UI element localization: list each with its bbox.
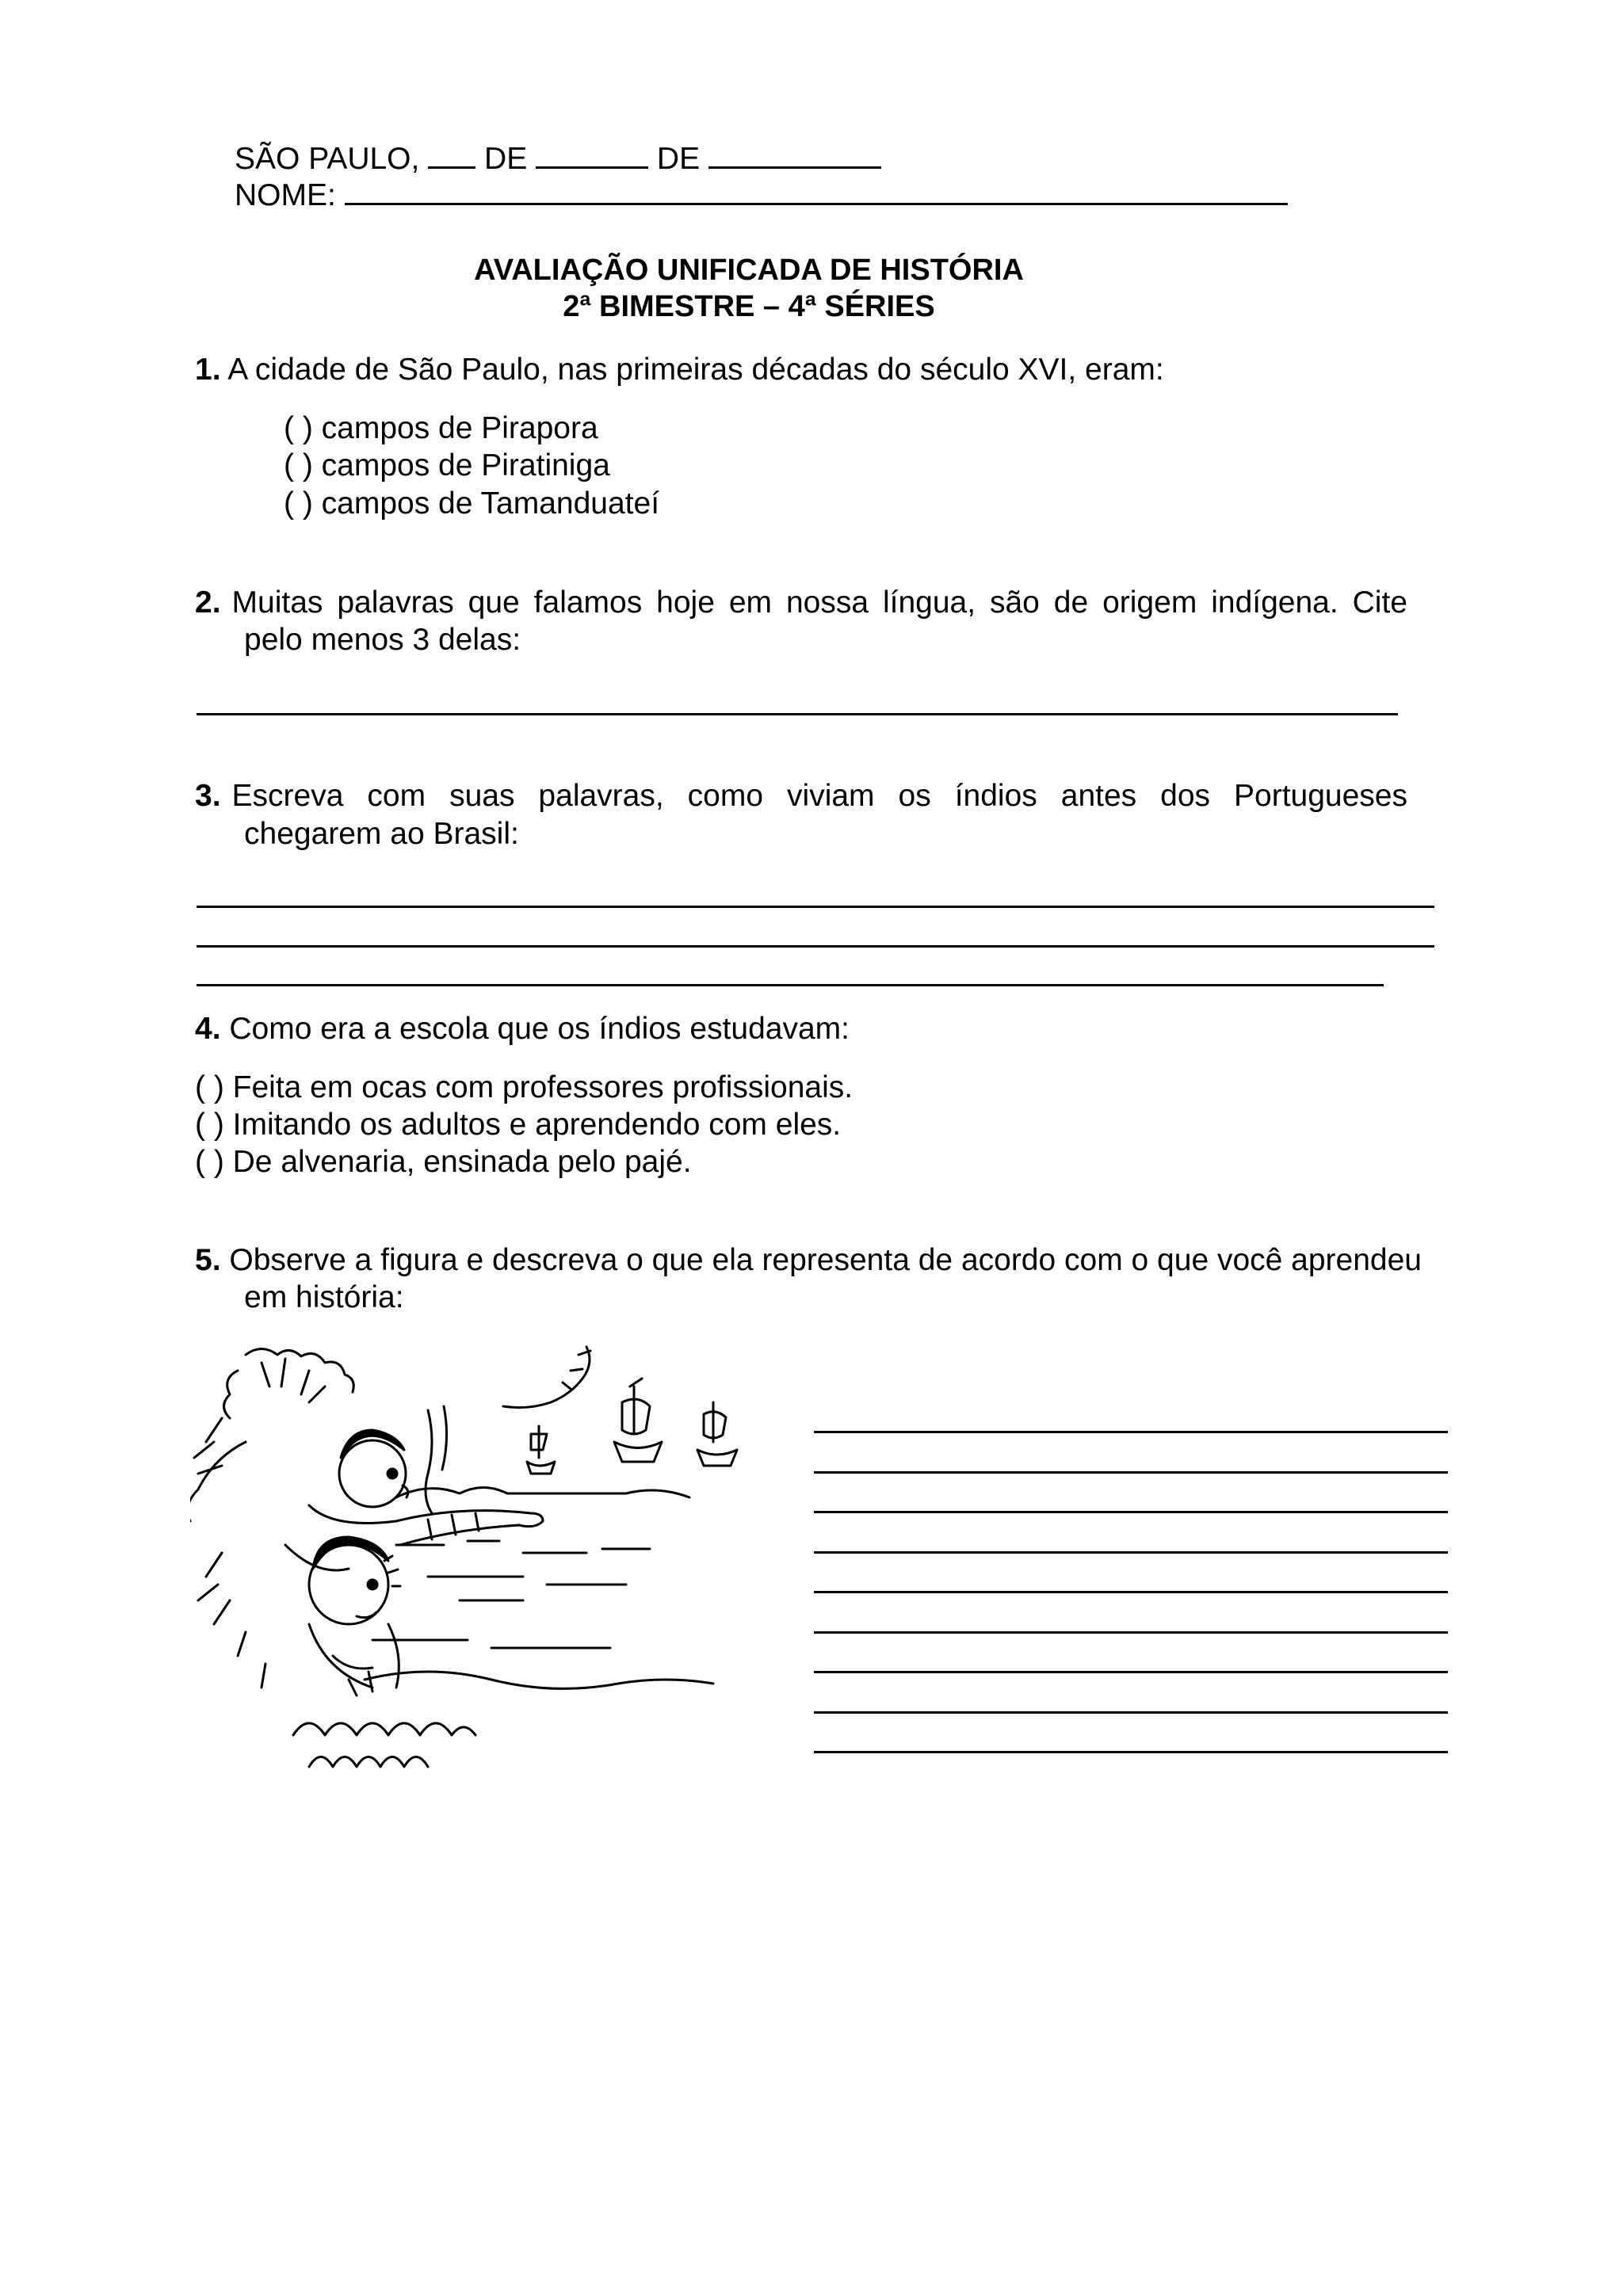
de-label-2: DE bbox=[656, 142, 701, 176]
city-label: SÃO PAULO, bbox=[235, 142, 420, 176]
question-5 bbox=[195, 1242, 1422, 1279]
question-text: A cidade de São Paulo, nas primeiras décadas do século XVI, eram: bbox=[227, 353, 1164, 387]
q4-option-2[interactable]: ( ) Imitando os adultos e aprendendo com eles. bbox=[195, 1108, 842, 1142]
question-number: 1. bbox=[195, 353, 221, 387]
name-blank[interactable] bbox=[345, 177, 1288, 205]
answer-line[interactable] bbox=[814, 1711, 1448, 1714]
q4-option-3[interactable]: ( ) De alvenaria, ensinada pelo pajé. bbox=[195, 1145, 692, 1179]
question-text-line-1: Muitas palavras que falamos hoje em nossa língua, são de origem indígena. Cite bbox=[231, 585, 1407, 620]
answer-line[interactable] bbox=[197, 713, 1398, 715]
q4-option-1[interactable]: ( ) Feita em ocas com professores profissionais. bbox=[195, 1070, 854, 1104]
day-blank[interactable] bbox=[428, 141, 475, 169]
question-text-line-2: em história: bbox=[244, 1280, 404, 1314]
answer-line[interactable] bbox=[814, 1751, 1448, 1753]
name-line bbox=[235, 177, 1288, 214]
page-subtitle: 2ª BIMESTRE – 4ª SÉRIES bbox=[563, 290, 935, 323]
date-line bbox=[235, 141, 881, 177]
answer-line[interactable] bbox=[197, 984, 1384, 986]
question-number: 5. bbox=[195, 1243, 221, 1277]
answer-line[interactable] bbox=[814, 1551, 1448, 1554]
q1-option-3[interactable]: ( ) campos de Tamanduateí bbox=[284, 486, 660, 521]
month-blank[interactable] bbox=[536, 141, 648, 169]
question-4 bbox=[195, 1011, 850, 1047]
answer-line[interactable] bbox=[197, 945, 1434, 948]
page-title: AVALIAÇÃO UNIFICADA DE HISTÓRIA bbox=[474, 254, 1024, 287]
answer-line[interactable] bbox=[814, 1471, 1448, 1474]
q1-option-1[interactable]: ( ) campos de Pirapora bbox=[284, 411, 598, 445]
question-3 bbox=[195, 778, 1407, 814]
answer-line[interactable] bbox=[814, 1591, 1448, 1593]
answer-line[interactable] bbox=[814, 1671, 1448, 1673]
question-text-line-1: Observe a figura e descreva o que ela representa de acordo com o que você aprendeu bbox=[229, 1243, 1422, 1277]
indigenous-men-watching-ships-icon bbox=[190, 1339, 777, 1791]
q1-option-2[interactable]: ( ) campos de Piratiniga bbox=[284, 448, 610, 482]
question-number: 2. bbox=[195, 585, 221, 620]
answer-line[interactable] bbox=[814, 1431, 1448, 1433]
question-1 bbox=[195, 352, 1164, 388]
question-text: Como era a escola que os índios estudavam: bbox=[229, 1012, 850, 1046]
question-text-line-2: chegarem ao Brasil: bbox=[244, 817, 519, 851]
question-text-line-1: Escreva com suas palavras, como viviam os índios antes dos Portugueses bbox=[231, 779, 1407, 813]
answer-line[interactable] bbox=[814, 1511, 1448, 1513]
question-number: 4. bbox=[195, 1012, 221, 1046]
question-number: 3. bbox=[195, 779, 221, 813]
de-label-1: DE bbox=[484, 142, 528, 176]
question-2 bbox=[195, 585, 1407, 621]
name-label: NOME: bbox=[235, 178, 336, 212]
answer-line[interactable] bbox=[814, 1631, 1448, 1634]
question-text-line-2: pelo menos 3 delas: bbox=[244, 623, 521, 657]
answer-line[interactable] bbox=[197, 906, 1434, 908]
year-blank[interactable] bbox=[708, 141, 881, 169]
